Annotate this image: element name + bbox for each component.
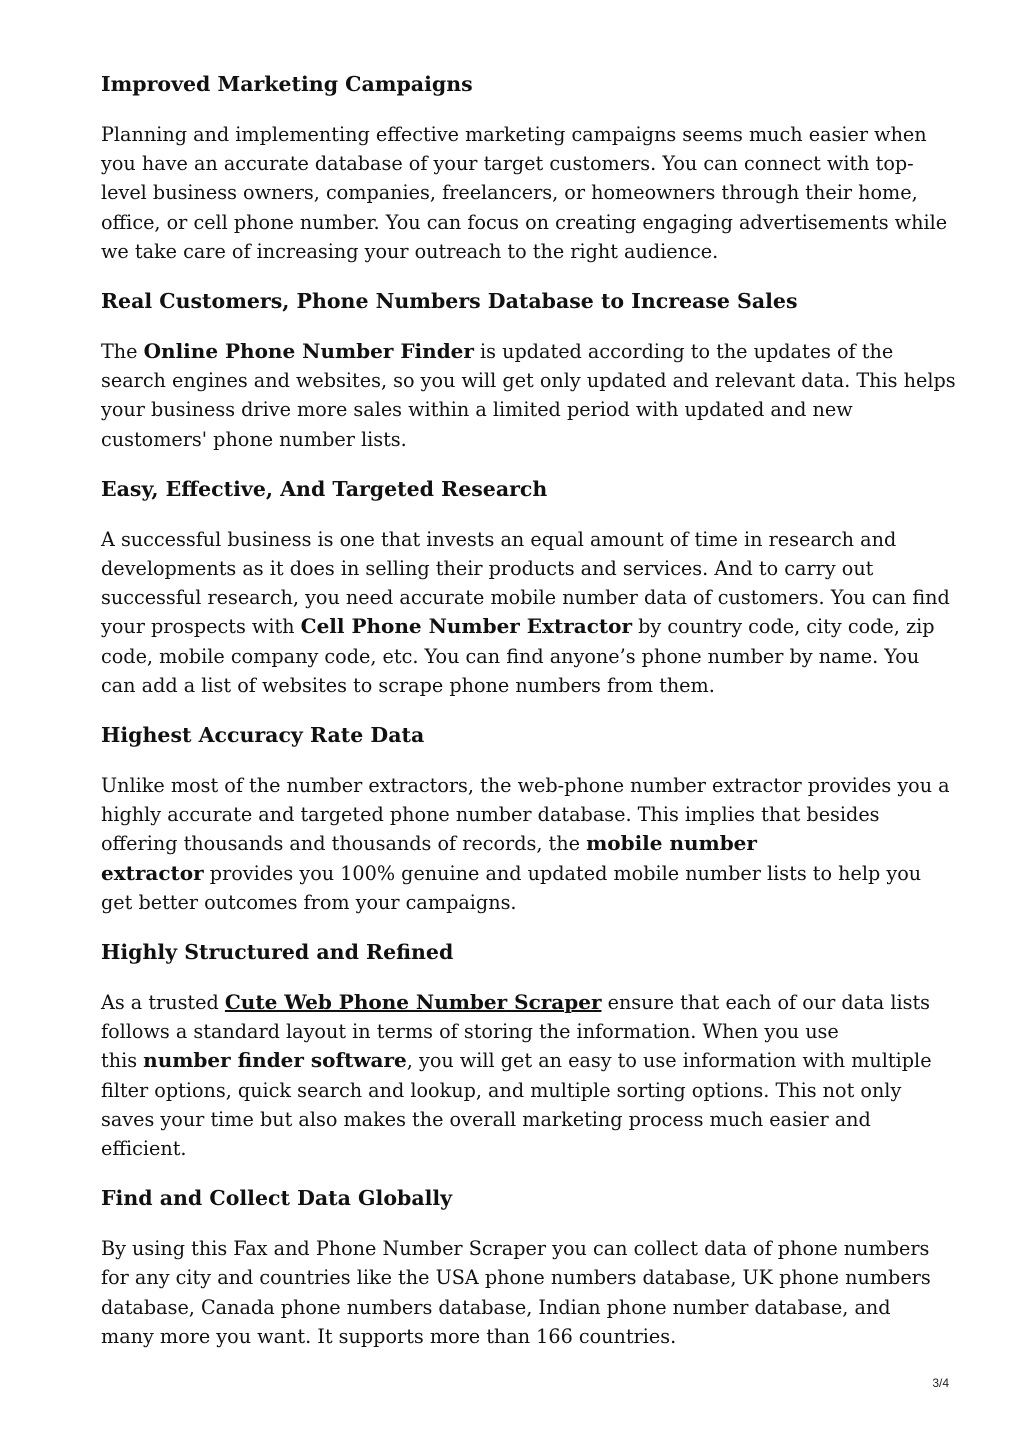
text-run: offering thousands and thousands of records, the (101, 832, 587, 856)
page-number: 3/4 (932, 1376, 949, 1390)
text-run: by country code, city code, zip (632, 615, 935, 639)
text-line: level business owners, companies, freelancers, or homeowners through their home, (101, 181, 918, 205)
text-line: saves your time but also makes the overall marketing process much easier and (101, 1107, 871, 1131)
text-line (101, 1046, 932, 1075)
text-line: can add a list of websites to scrape phone numbers from them. (101, 673, 715, 697)
text-run: provides you 100% genuine and updated mobile number lists to help you (203, 861, 922, 885)
text-line: follows a standard layout in terms of storing the information. When you use (101, 1020, 839, 1044)
section-heading-marketing: Improved Marketing Campaigns (101, 72, 473, 96)
text-line: database, Canada phone numbers database, Indian phone number database, and (101, 1295, 891, 1319)
text-run: your prospects with (101, 615, 301, 639)
bold-keyword: Cell Phone Number Extractor (300, 614, 632, 639)
bold-keyword: mobile number (586, 831, 757, 856)
text-run: , you will get an easy to use information with multiple (406, 1049, 932, 1073)
text-run: is updated according to the updates of the (473, 340, 894, 364)
text-run: ensure that each of our data lists (601, 991, 931, 1015)
text-line: you have an accurate database of your target customers. You can connect with top- (101, 152, 914, 176)
section-paragraph-global (101, 1234, 931, 1351)
text-line (101, 337, 916, 366)
text-line: code, mobile company code, etc. You can find anyone’s phone number by name. You (101, 644, 920, 668)
text-line: A successful business is one that invests an equal amount of time in research and (101, 527, 897, 551)
section-paragraph-accuracy (101, 771, 950, 917)
text-line: for any city and countries like the USA phone numbers database, UK phone numbers (101, 1266, 931, 1290)
text-line (101, 612, 935, 641)
text-line: Unlike most of the number extractors, the web-phone number extractor provides you a (101, 774, 950, 798)
text-line: developments as it does in selling their products and services. And to carry out (101, 557, 874, 581)
section-heading-structured: Highly Structured and Refined (101, 940, 454, 965)
text-line: many more you want. It supports more than 166 countries. (101, 1324, 677, 1348)
text-line: office, or cell phone number. You can focus on creating engaging advertisements while (101, 210, 948, 234)
text-line: By using this Fax and Phone Number Scraper you can collect data of phone numbers (101, 1237, 930, 1261)
section-heading-research: Easy, Effective, And Targeted Research (101, 476, 548, 501)
section-heading-global: Find and Collect Data Globally (101, 1186, 453, 1211)
text-line (101, 988, 931, 1017)
section-paragraph-marketing (101, 120, 948, 266)
text-line: your business drive more sales within a limited period with updated and new (101, 398, 853, 422)
text-line: successful research, you need accurate mobile number data of customers. You can find (101, 586, 950, 610)
section-paragraph-research (101, 525, 950, 700)
text-line: highly accurate and targeted phone number database. This implies that besides (101, 803, 880, 827)
text-line (101, 829, 916, 858)
text-run: this (101, 1049, 144, 1073)
document-page (101, 70, 956, 1351)
text-run: As a trusted (101, 991, 225, 1015)
section-heading-real-customers: Real Customers, Phone Numbers Database to Increase Sales (101, 289, 798, 314)
section-heading-accuracy: Highest Accuracy Rate Data (101, 723, 425, 748)
text-line: efficient. (101, 1137, 187, 1161)
section-paragraph-real-customers (101, 337, 956, 454)
text-line (101, 859, 922, 888)
text-line: get better outcomes from your campaigns. (101, 890, 517, 914)
text-line: we take care of increasing your outreach to the right audience. (101, 239, 719, 263)
section-paragraph-structured (101, 988, 932, 1163)
bold-keyword: Online Phone Number Finder (143, 339, 474, 364)
phone-scraper-link[interactable]: Cute Web Phone Number Scraper (224, 990, 602, 1015)
bold-keyword: extractor (101, 860, 204, 885)
text-run: The (101, 340, 144, 364)
text-line: filter options, quick search and lookup, and multiple sorting options. This not only (101, 1078, 902, 1102)
text-line: search engines and websites, so you will get only updated and relevant data. This helps (101, 369, 956, 393)
text-line: customers' phone number lists. (101, 427, 407, 451)
text-line: Planning and implementing effective marketing campaigns seems much easier when (101, 123, 927, 146)
bold-keyword: number finder software (143, 1048, 407, 1073)
